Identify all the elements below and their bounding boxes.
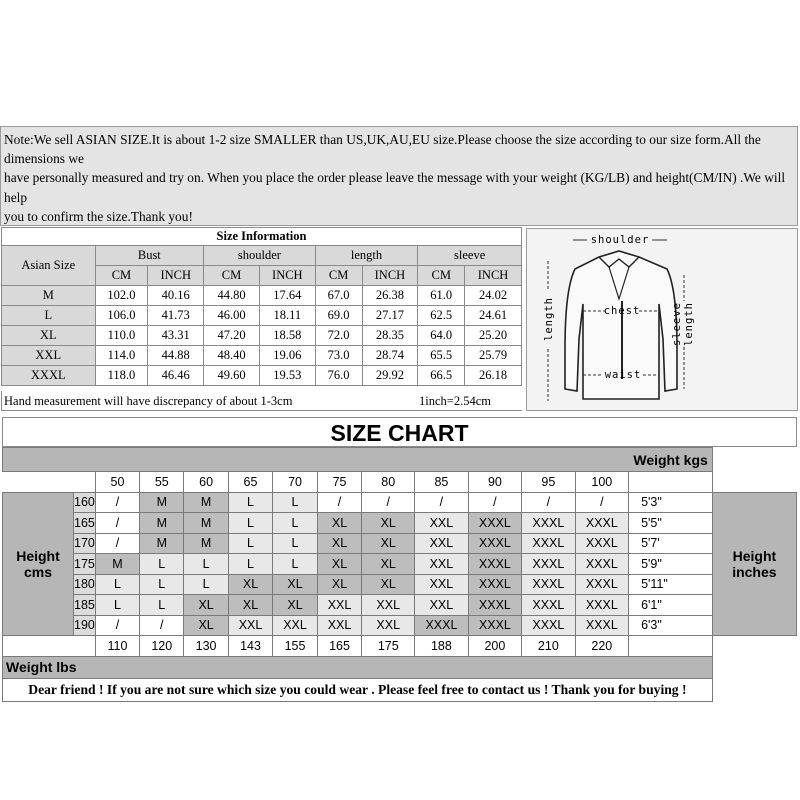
asian-size-cell: M: [2, 286, 96, 306]
recommended-size-cell: XXL: [415, 574, 468, 595]
unit-cm: CM: [95, 266, 148, 286]
size-info-row: [2, 326, 522, 346]
asian-size-header: Asian Size: [2, 246, 96, 286]
recommended-size-cell: XXXL: [468, 574, 521, 595]
recommended-size-cell: M: [184, 492, 228, 513]
weight-kg-cell: 80: [362, 472, 415, 493]
measurement-cell: 27.17: [362, 306, 418, 326]
recommended-size-cell: L: [184, 554, 228, 575]
weight-lb-cell: 210: [522, 636, 575, 657]
corner-cell: [3, 636, 96, 657]
length-header: length: [315, 246, 418, 266]
measurement-cell: 28.74: [362, 346, 418, 366]
corner-cell: [629, 472, 713, 493]
shirt-measurement-diagram: [526, 228, 798, 411]
height-inch-cell: 6'1": [629, 595, 713, 616]
height-inch-cell: 5'9": [629, 554, 713, 575]
recommended-size-cell: L: [273, 492, 318, 513]
height-inch-cell: 5'3": [629, 492, 713, 513]
recommended-size-cell: XXXL: [468, 513, 521, 534]
measurement-cell: 44.80: [204, 286, 260, 306]
weight-lb-cell: 110: [95, 636, 139, 657]
recommended-size-cell: XXXL: [575, 554, 628, 575]
note-line-1: Note:We sell ASIAN SIZE.It is about 1-2 size SMALLER than US,UK,AU,EU size.Please choose the size according to our size form.All the dimensions we: [4, 132, 761, 167]
height-cms-label: [3, 492, 74, 636]
recommended-size-cell: XL: [317, 574, 362, 595]
recommended-size-cell: XXL: [415, 554, 468, 575]
corner-cell: [629, 636, 713, 657]
recommended-size-cell: /: [95, 513, 139, 534]
weight-lb-cell: 188: [415, 636, 468, 657]
weight-lbs-label: Weight lbs: [3, 656, 713, 678]
weight-kg-cell: 65: [228, 472, 273, 493]
recommended-size-cell: /: [95, 615, 139, 636]
recommended-size-cell: XL: [228, 574, 273, 595]
recommended-size-cell: XXXL: [575, 615, 628, 636]
recommended-size-cell: /: [317, 492, 362, 513]
recommended-size-cell: XXXL: [415, 615, 468, 636]
size-chart-row: [3, 595, 797, 616]
shoulder-header: shoulder: [204, 246, 316, 266]
note-line-3: you to confirm the size.Thank you!: [4, 208, 193, 224]
measurement-cell: 17.64: [259, 286, 315, 306]
height-inch-cell: 5'7': [629, 533, 713, 554]
measurement-cell: 69.0: [315, 306, 362, 326]
measurement-cell: 73.0: [315, 346, 362, 366]
size-chart-row: [3, 513, 797, 534]
asian-size-cell: L: [2, 306, 96, 326]
measurement-cell: 25.79: [465, 346, 522, 366]
measurement-cell: 40.16: [148, 286, 204, 306]
measurement-cell: 48.40: [204, 346, 260, 366]
measurement-disclaimer: Hand measurement will have discrepancy of about 1-3cm: [4, 394, 293, 408]
recommended-size-cell: L: [140, 554, 184, 575]
measurement-cell: 24.02: [465, 286, 522, 306]
measurement-cell: 114.0: [95, 346, 148, 366]
unit-inch: INCH: [465, 266, 522, 286]
recommended-size-cell: XXXL: [468, 595, 521, 616]
weight-kg-cell: 90: [468, 472, 521, 493]
unit-inch: INCH: [148, 266, 204, 286]
recommended-size-cell: /: [522, 492, 575, 513]
recommended-size-cell: /: [140, 615, 184, 636]
measurement-cell: 19.53: [259, 366, 315, 386]
bust-header: Bust: [95, 246, 204, 266]
weight-lb-cell: 130: [184, 636, 228, 657]
measurement-cell: 118.0: [95, 366, 148, 386]
weight-kg-cell: 95: [522, 472, 575, 493]
height-cm-cell: 165: [74, 513, 96, 534]
recommended-size-cell: XXXL: [575, 574, 628, 595]
recommended-size-cell: XXXL: [522, 595, 575, 616]
weight-kg-cell: 75: [317, 472, 362, 493]
height-inch-cell: 5'5": [629, 513, 713, 534]
recommended-size-cell: XL: [362, 574, 415, 595]
recommended-size-cell: XXXL: [468, 533, 521, 554]
recommended-size-cell: XXL: [362, 615, 415, 636]
recommended-size-cell: XL: [362, 533, 415, 554]
recommended-size-cell: L: [273, 554, 318, 575]
recommended-size-cell: L: [228, 492, 273, 513]
measurement-cell: 76.0: [315, 366, 362, 386]
size-info-row: [2, 306, 522, 326]
recommended-size-cell: XXL: [415, 513, 468, 534]
recommended-size-cell: XXL: [317, 615, 362, 636]
corner-cell: [3, 472, 96, 493]
measurement-cell: 43.31: [148, 326, 204, 346]
recommended-size-cell: M: [184, 513, 228, 534]
recommended-size-cell: /: [95, 492, 139, 513]
measurement-cell: 24.61: [465, 306, 522, 326]
height-cm-cell: 175: [74, 554, 96, 575]
weight-kg-cell: 50: [95, 472, 139, 493]
height-inches-label: [712, 492, 796, 636]
measurement-cell: 102.0: [95, 286, 148, 306]
size-chart-row: [3, 554, 797, 575]
height-inch-cell: 6'3": [629, 615, 713, 636]
recommended-size-cell: L: [95, 595, 139, 616]
recommended-size-cell: L: [228, 533, 273, 554]
measurement-cell: 19.06: [259, 346, 315, 366]
recommended-size-cell: XL: [317, 513, 362, 534]
asian-size-cell: XXXL: [2, 366, 96, 386]
inch-conversion: 1inch=2.54cm: [419, 394, 491, 408]
length-label: length: [543, 297, 555, 341]
unit-cm: CM: [204, 266, 260, 286]
recommended-size-cell: L: [140, 595, 184, 616]
recommended-size-cell: XXXL: [522, 513, 575, 534]
measurement-cell: 72.0: [315, 326, 362, 346]
size-chart-table: [2, 447, 797, 702]
weight-lb-cell: 220: [575, 636, 628, 657]
recommended-size-cell: XXXL: [522, 533, 575, 554]
weight-lb-cell: 165: [317, 636, 362, 657]
sleeve-header: sleeve: [418, 246, 522, 266]
height-cm-cell: 170: [74, 533, 96, 554]
contact-message: Dear friend ! If you are not sure which size you could wear . Please feel free to contact us ! Thank you for buying !: [3, 678, 713, 701]
unit-inch: INCH: [259, 266, 315, 286]
recommended-size-cell: M: [140, 533, 184, 554]
recommended-size-cell: L: [140, 574, 184, 595]
measurement-cell: 44.88: [148, 346, 204, 366]
measurement-cell: 29.92: [362, 366, 418, 386]
measurement-cell: 26.38: [362, 286, 418, 306]
size-info-row: [2, 346, 522, 366]
measurement-cell: 25.20: [465, 326, 522, 346]
weight-lb-cell: 143: [228, 636, 273, 657]
recommended-size-cell: L: [273, 533, 318, 554]
sleeve-label: sleeve: [671, 302, 683, 346]
weight-lb-cell: 120: [140, 636, 184, 657]
measurement-cell: 61.0: [418, 286, 465, 306]
measurement-cell: 106.0: [95, 306, 148, 326]
recommended-size-cell: XL: [362, 513, 415, 534]
waist-label: waist: [604, 369, 642, 381]
measurement-cell: 28.35: [362, 326, 418, 346]
weight-kg-cell: 70: [273, 472, 318, 493]
measurement-cell: 65.5: [418, 346, 465, 366]
recommended-size-cell: L: [228, 513, 273, 534]
unit-inch: INCH: [362, 266, 418, 286]
shirt-outline-icon: [527, 229, 797, 410]
height-cm-cell: 180: [74, 574, 96, 595]
height-cm-cell: 160: [74, 492, 96, 513]
unit-cm: CM: [315, 266, 362, 286]
sleeve-length-label: length: [683, 302, 695, 346]
recommended-size-cell: XXL: [415, 595, 468, 616]
recommended-size-cell: XXL: [228, 615, 273, 636]
asian-size-cell: XL: [2, 326, 96, 346]
measurement-cell: 18.11: [259, 306, 315, 326]
height-cms-label-line: cms: [23, 563, 53, 580]
weight-lb-cell: 155: [273, 636, 318, 657]
recommended-size-cell: XL: [184, 595, 228, 616]
height-cms-label-line: Height: [16, 547, 60, 564]
recommended-size-cell: XXXL: [522, 615, 575, 636]
recommended-size-cell: XL: [317, 533, 362, 554]
weight-kgs-header: Weight kgs: [3, 448, 713, 472]
recommended-size-cell: /: [575, 492, 628, 513]
measurement-cell: 66.5: [418, 366, 465, 386]
recommended-size-cell: M: [140, 513, 184, 534]
recommended-size-cell: XXXL: [522, 554, 575, 575]
chest-label: chest: [603, 305, 641, 317]
recommended-size-cell: XL: [273, 595, 318, 616]
recommended-size-cell: L: [184, 574, 228, 595]
measurement-cell: 62.5: [418, 306, 465, 326]
size-info-row: [2, 366, 522, 386]
measurement-cell: 64.0: [418, 326, 465, 346]
recommended-size-cell: L: [228, 554, 273, 575]
weight-kg-cell: 60: [184, 472, 228, 493]
recommended-size-cell: /: [362, 492, 415, 513]
recommended-size-cell: XXXL: [575, 533, 628, 554]
measurement-cell: 41.73: [148, 306, 204, 326]
measurement-cell: 18.58: [259, 326, 315, 346]
measurement-cell: 46.00: [204, 306, 260, 326]
size-chart-row: [3, 492, 797, 513]
height-inches-label-line: inches: [732, 563, 777, 580]
recommended-size-cell: XL: [228, 595, 273, 616]
recommended-size-cell: XXL: [362, 595, 415, 616]
asian-size-cell: XXL: [2, 346, 96, 366]
size-info-footer: [1, 391, 522, 411]
recommended-size-cell: /: [468, 492, 521, 513]
recommended-size-cell: XXXL: [468, 615, 521, 636]
note-line-2: have personally measured and try on. When you place the order please leave the message with your weight (KG/LB) and height(CM/IN) .We will help: [4, 170, 786, 205]
weight-kg-cell: 85: [415, 472, 468, 493]
recommended-size-cell: M: [184, 533, 228, 554]
size-note: [0, 126, 798, 226]
recommended-size-cell: XXL: [415, 533, 468, 554]
size-chart-row: [3, 615, 797, 636]
recommended-size-cell: XL: [184, 615, 228, 636]
measurement-cell: 110.0: [95, 326, 148, 346]
measurement-cell: 26.18: [465, 366, 522, 386]
measurement-cell: 67.0: [315, 286, 362, 306]
recommended-size-cell: M: [95, 554, 139, 575]
recommended-size-cell: XXL: [317, 595, 362, 616]
height-cm-cell: 185: [74, 595, 96, 616]
recommended-size-cell: XXXL: [575, 595, 628, 616]
weight-lb-cell: 175: [362, 636, 415, 657]
height-inch-cell: 5'11": [629, 574, 713, 595]
unit-cm: CM: [418, 266, 465, 286]
weight-kg-cell: 100: [575, 472, 628, 493]
height-inches-label-line: Height: [732, 547, 777, 564]
recommended-size-cell: XXL: [273, 615, 318, 636]
measurement-cell: 49.60: [204, 366, 260, 386]
shoulder-label: shoulder: [590, 234, 650, 246]
measurement-cell: 47.20: [204, 326, 260, 346]
recommended-size-cell: XL: [362, 554, 415, 575]
recommended-size-cell: L: [95, 574, 139, 595]
size-information-title: Size Information: [2, 228, 522, 246]
size-chart-row: [3, 574, 797, 595]
weight-lb-cell: 200: [468, 636, 521, 657]
recommended-size-cell: XXXL: [468, 554, 521, 575]
size-info-row: [2, 286, 522, 306]
size-chart-row: [3, 533, 797, 554]
recommended-size-cell: XXXL: [575, 513, 628, 534]
recommended-size-cell: XL: [317, 554, 362, 575]
size-chart-title: SIZE CHART: [2, 417, 797, 447]
recommended-size-cell: /: [95, 533, 139, 554]
recommended-size-cell: L: [273, 513, 318, 534]
size-information-table: [1, 227, 522, 386]
height-cm-cell: 190: [74, 615, 96, 636]
measurement-cell: 46.46: [148, 366, 204, 386]
recommended-size-cell: /: [415, 492, 468, 513]
weight-kg-cell: 55: [140, 472, 184, 493]
recommended-size-cell: XXXL: [522, 574, 575, 595]
recommended-size-cell: M: [140, 492, 184, 513]
recommended-size-cell: XL: [273, 574, 318, 595]
